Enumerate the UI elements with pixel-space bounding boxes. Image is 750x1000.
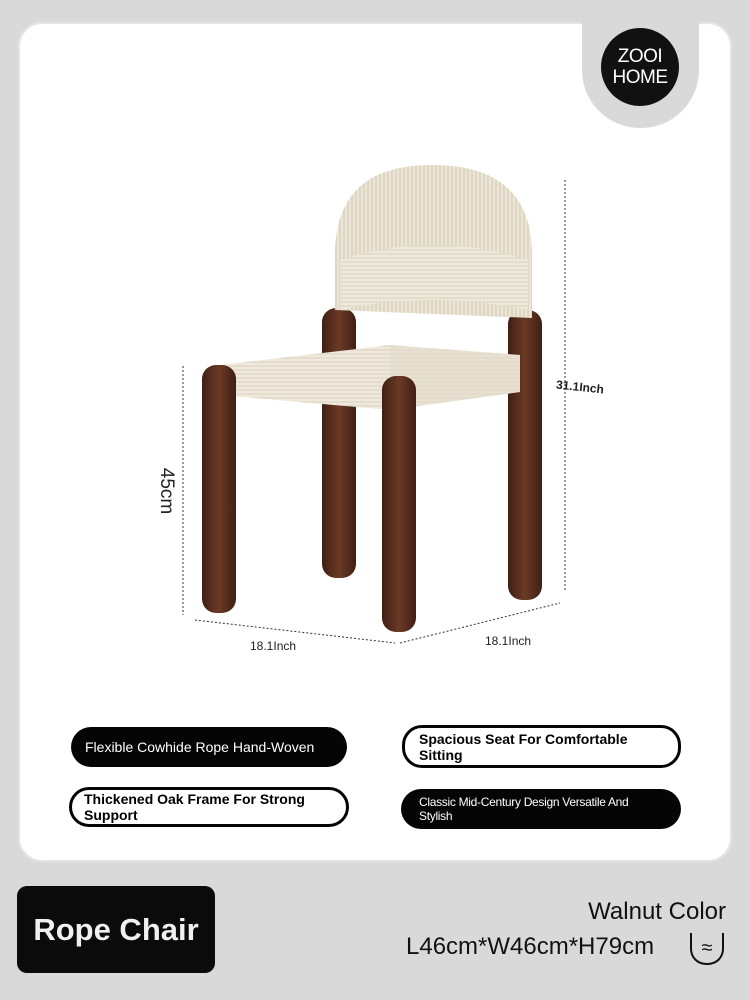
approx-icon: ≈	[690, 933, 724, 965]
back-leg-left	[322, 308, 356, 578]
back-leg-right	[508, 310, 542, 600]
dimension-seat-height: 45cm	[156, 467, 178, 515]
dimension-width-right: 18.1Inch	[485, 634, 532, 648]
chair-illustration	[150, 160, 630, 660]
brand-logo	[601, 28, 679, 106]
feature-text: Thickened Oak Frame For Strong Support	[84, 791, 305, 823]
dimension-total-height: 31.1Inch	[555, 377, 605, 397]
feature-pill-frame	[69, 787, 349, 827]
brand-line-2: HOME	[612, 67, 668, 88]
product-title: Rope Chair	[33, 911, 199, 947]
feature-text: Spacious Seat For Comfortable Sitting	[419, 730, 628, 763]
product-color: Walnut Color	[588, 898, 726, 925]
feature-text: Classic Mid-Century Design Versatile And Stylish	[419, 795, 629, 823]
feature-pill-seat	[402, 725, 681, 768]
product-size: L46cm*W46cm*H79cm	[406, 933, 655, 960]
feature-text: Flexible Cowhide Rope Hand-Woven	[85, 739, 315, 755]
brand-line-1: ZOOI	[617, 46, 663, 67]
feature-pill-design	[401, 789, 681, 829]
dimension-width-left: 18.1Inch	[250, 639, 297, 653]
product-title-box	[17, 886, 215, 973]
front-leg-middle	[382, 376, 416, 632]
feature-pill-rope	[71, 727, 347, 767]
front-leg-left	[202, 365, 236, 613]
